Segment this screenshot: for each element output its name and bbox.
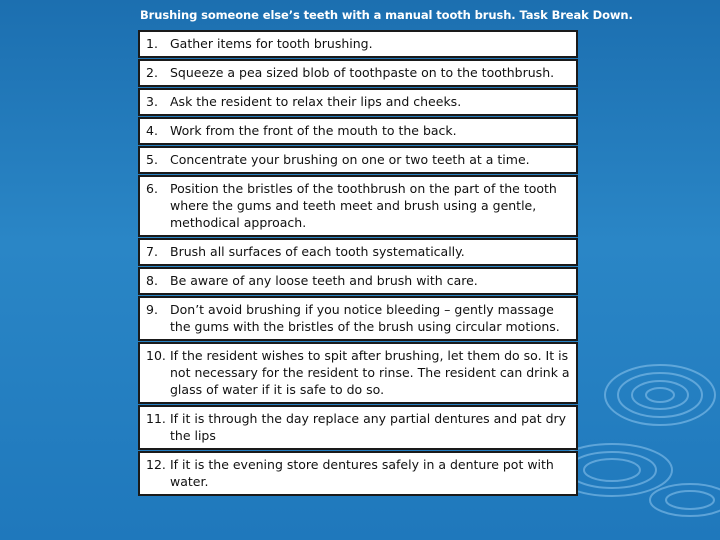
step-number: 10. bbox=[146, 348, 166, 363]
step-text: If it is through the day replace any partial dentures and pat dry the lips bbox=[170, 411, 567, 443]
task-step-list bbox=[138, 30, 578, 497]
step-text: Squeeze a pea sized blob of toothpaste on to the toothbrush. bbox=[170, 65, 555, 80]
step-4 bbox=[138, 117, 578, 145]
step-9 bbox=[138, 296, 578, 341]
step-number: 2. bbox=[146, 65, 158, 80]
step-3 bbox=[138, 88, 578, 116]
step-text: If it is the evening store dentures safely in a denture pot with water. bbox=[170, 457, 554, 489]
step-number: 7. bbox=[146, 244, 158, 259]
step-6 bbox=[138, 175, 578, 237]
step-number: 5. bbox=[146, 152, 158, 167]
step-number: 12. bbox=[146, 457, 166, 472]
step-5 bbox=[138, 146, 578, 174]
step-text: Brush all surfaces of each tooth systematically. bbox=[170, 244, 465, 259]
step-10 bbox=[138, 342, 578, 404]
step-1 bbox=[138, 30, 578, 58]
step-text: Work from the front of the mouth to the back. bbox=[170, 123, 457, 138]
step-number: 4. bbox=[146, 123, 158, 138]
step-7 bbox=[138, 238, 578, 266]
step-2 bbox=[138, 59, 578, 87]
step-number: 6. bbox=[146, 181, 158, 196]
step-text: Ask the resident to relax their lips and cheeks. bbox=[170, 94, 462, 109]
step-11 bbox=[138, 405, 578, 450]
step-number: 1. bbox=[146, 36, 158, 51]
step-text: Gather items for tooth brushing. bbox=[170, 36, 373, 51]
step-number: 11. bbox=[146, 411, 166, 426]
step-number: 9. bbox=[146, 302, 158, 317]
step-text: Be aware of any loose teeth and brush with care. bbox=[170, 273, 478, 288]
page-title: Brushing someone else’s teeth with a manual tooth brush. Task Break Down. bbox=[140, 8, 633, 22]
step-text: Concentrate your brushing on one or two teeth at a time. bbox=[170, 152, 530, 167]
step-text: Position the bristles of the toothbrush on the part of the tooth where the gums and teeth meet and brush using a gentle, methodical approach. bbox=[170, 181, 557, 230]
step-12 bbox=[138, 451, 578, 496]
step-text: If the resident wishes to spit after brushing, let them do so. It is not necessary for the resident to rinse. The resident can drink a glass of water if it is safe to do so. bbox=[170, 348, 570, 397]
step-text: Don’t avoid brushing if you notice bleeding – gently massage the gums with the bristles of the brush using circular motions. bbox=[170, 302, 560, 334]
step-number: 8. bbox=[146, 273, 158, 288]
step-number: 3. bbox=[146, 94, 158, 109]
step-8 bbox=[138, 267, 578, 295]
